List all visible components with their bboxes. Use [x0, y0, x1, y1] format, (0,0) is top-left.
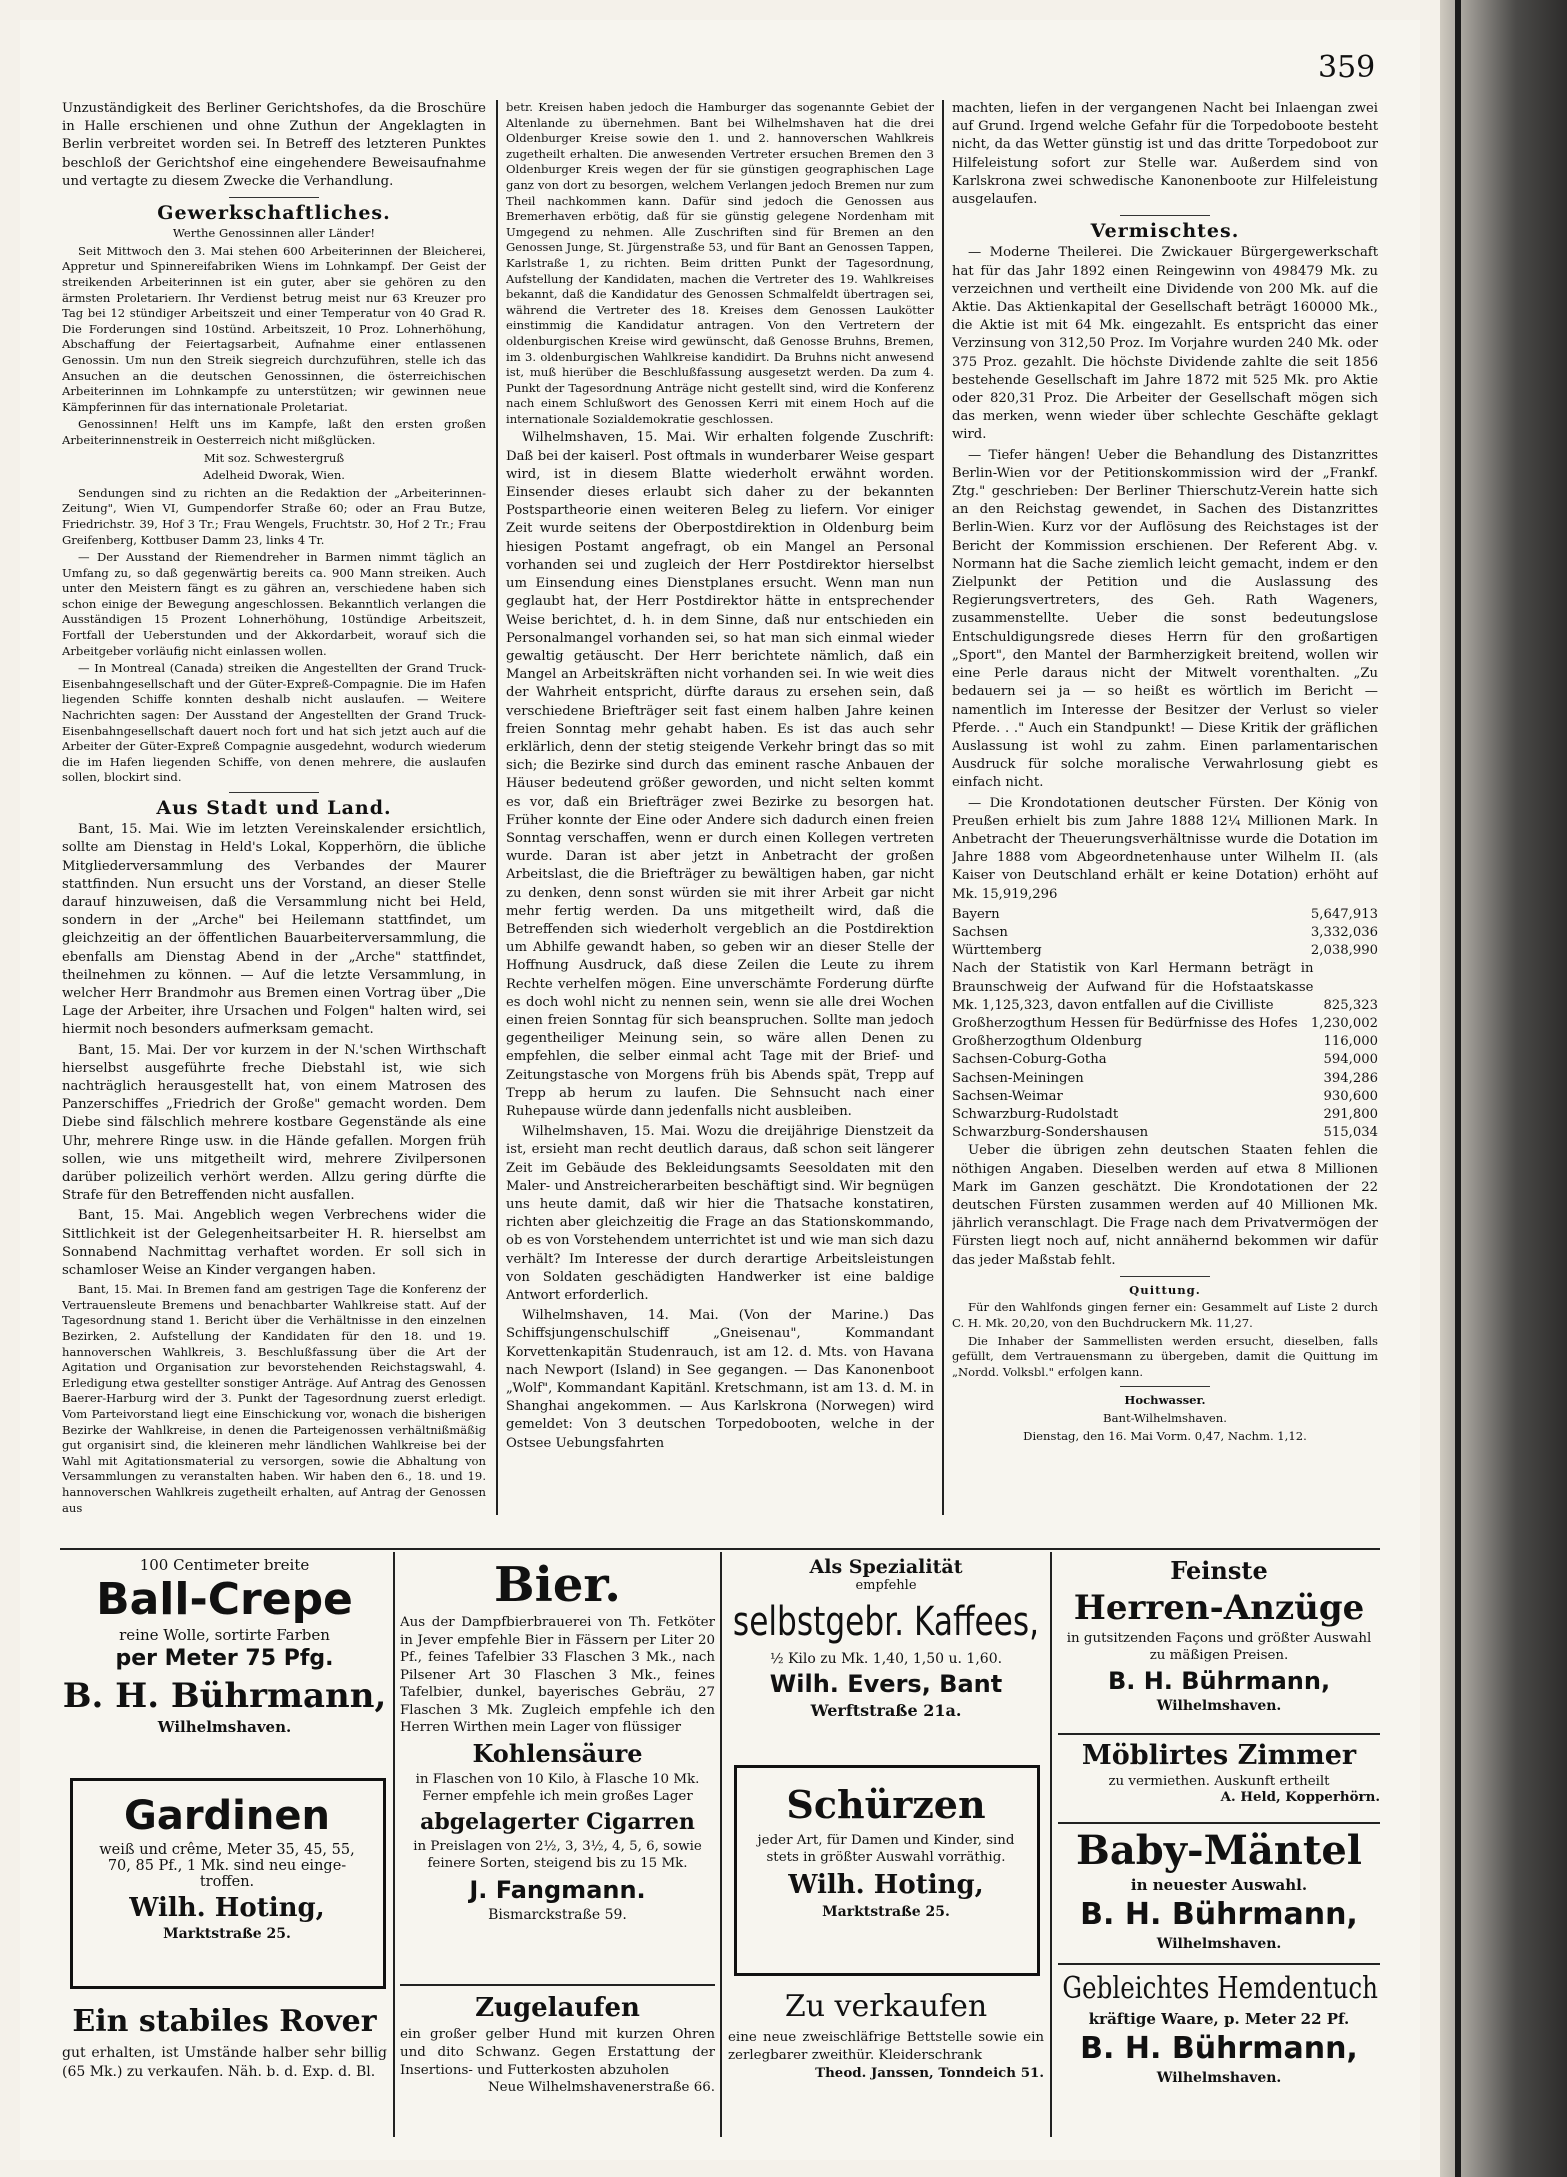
- dotation-amount: 3,332,036: [1310, 924, 1378, 940]
- ad-verkaufen: [728, 1985, 1044, 2135]
- ad-divider: [1058, 1733, 1380, 1735]
- wilhelmshaven-paragraph-3: Wilhelmshaven, 14. Mai. (Von der Marine.) Das Schiffsjungenschulschiff „Gneisenau", Kommandant Korvettenkapitän Studenrauch, ist am 12. d. Mts. von Havana nach Newport (Island) in See gegangen. — Das Kanonenboot „Wolf", Kommandant Kapitänl. Kretschmann, ist am 13. d. M. in Shanghai angekommen. — Aus Karlskrona (Norwegen) wird gemeldet: Von 3 deutschen Torpedobooten, welche in der Ostsee Uebungsfahrten: [506, 1308, 934, 1451]
- ad-ball-crepe-line: reine Wolle, sortirte Farben: [119, 1626, 330, 1644]
- ad-bier-firm: J. Fangmann.: [469, 1875, 646, 1904]
- dotation-state: Schwarzburg-Rudolstadt: [952, 1106, 1119, 1122]
- ad-baby-title: Baby-Mäntel: [1076, 1827, 1362, 1874]
- appeal-paragraph: Genossinnen! Helft uns im Kampfe, laßt den ersten großen Arbeiterinnenstreik in Oesterreich nicht mißglücken.: [62, 417, 486, 447]
- ad-schuerzen: [744, 1778, 1028, 1963]
- ad-verkaufen-text: eine neue zweischläfrige Bettstelle sowie ein zerlegbarer zweithür. Kleiderschrank: [728, 2030, 1044, 2063]
- ad-verkaufen-firm: Theod. Janssen, Tonndeich 51.: [815, 2065, 1044, 2081]
- riemendreher-paragraph: — Der Ausstand der Riemendreher in Barmen nimmt täglich an Umfang zu, so daß gegenwärtig bereits ca. 900 Mann streiken. Auch unter den Meistern fängt es zu gähren an, verschiedene haben sich schon einige der Bewegung angeschlossen. Bekanntlich verlangen die Ausständigen 15 Prozent Lohnerhöhung, 10stündige Arbeitszeit, Fortfall der Ueberstunden und der Akkordarbeit, worauf sich die Arbeitgeber vorläufig nicht einlassen wollen.: [62, 550, 486, 658]
- dotation-amount: 594,000: [1323, 1052, 1378, 1068]
- dotation-row: [952, 1124, 1378, 1142]
- ads-column-rule: [720, 1552, 722, 2137]
- ad-kaffees-address: Werftstraße 21a.: [810, 1701, 962, 1720]
- wilhelmshaven-paragraph-1: Wilhelmshaven, 15. Mai. Wir erhalten folgende Zuschrift: Daß bei der kaiserl. Post oftmals in wunderbarer Weise gespart wird, ist in diesem Blatte wiederholt erwähnt worden. Einsender dieses erlaubt sich daher zu der bekannten Postspartheorie einen weiteren Beleg zu liefern. Vor einiger Zeit wurde seitens der Oberpostdirektion in Oldenburg beim hiesigen Postamt angefragt, ob ein Mangel an Personal vorhanden sei und zugleich der Herr Postdirektor hierselbst um Einsendung eines Dienstplanes ersucht. Wenn man nun geglaubt hat, der Herr Postdirektor hätte in entsprechender Weise berichtet, d. h. in dem Sinne, daß nur entschieden ein Personalmangel vorhanden sei, so hat man sich einmal wieder gewaltig getäuscht. Der Herr berichtete nämlich, daß ein Mangel an Arbeitskräften nicht vorhanden sei. In wie weit dies der Wahrheit entspricht, dürfte daraus zu ersehen sein, daß verschiedene Briefträger seit fast einem halben Jahre keinen freien Sonntag mehr gehabt haben. Es ist das auch sehr erklärlich, denn der stetig steigende Verkehr bringt das so mit sich; die Bezirke sind durch das eminent rasche Anbauen der Häuser bedeutend größer geworden, und nicht selten kommt es vor, daß ein Briefträger zwei Bezirke zu besorgen hat. Früher konnte der Eine oder Andere sich dadurch einen freien Sonntag verschaffen, wenn er durch einen Kollegen vertreten wurde. Daran ist aber jetzt in Anbetracht der großen Arbeitslast, die die Briefträger zu bewältigen haben, gar nicht zu denken, denn sonst würden sie mit ihrer Arbeit gar nicht mehr fertig werden. Da uns mitgetheilt wird, daß die Betreffenden sich wiederholt vergeblich an die Postdirektion um Abhilfe gewandt haben, so geben wir an dieser Stelle der Hoffnung Ausdruck, daß diese Zeilen die Leute zu ihrem Rechte verhelfen mögen. Eine unverschämte Forderung dürfte es doch wohl nicht zu nennen sein, wenn sie alle drei Wochen einen freien Sonntag für sich beanspruchen. Sollte man jedoch gegentheiliger Meinung sein, so wäre allen Denen zu empfehlen, die selber einmal acht Tage mit der Brief- und Zeitungstasche von Morgens früh bis Abends spät, Trepp auf Trepp ab herum zu laufen. Die Sehnsucht nach einer Ruhepause würde dann jedenfalls nicht ausbleiben.: [506, 430, 934, 1119]
- ad-schuerzen-text: jeder Art, für Damen und Kinder, sind stets in größter Auswahl vorräthig.: [757, 1833, 1015, 1865]
- ad-ball-crepe-firm: B. H. Bührmann,: [62, 1676, 387, 1716]
- ad-herren-top: Feinste: [1170, 1556, 1268, 1585]
- ad-hemdentuch-title: Gebleichtes Hemdentuch: [1062, 1971, 1378, 2006]
- ad-bier-text: Aus der Dampfbierbrauerei von Th. Fetköter in Jever empfehle Bier in Fässern per Liter 20 Pf., feines Tafelbier 33 Flaschen 3 Mk., nach Pilsener Art 30 Flaschen 3 Mk., feines Tafelbier, dunkel, bayerisches Gebräu, 27 Flaschen 3 Mk. Zugleich empfehle ich den Herren Wirthen mein Lager von flüssiger: [400, 1615, 715, 1735]
- ad-herren-anzuege: [1058, 1556, 1380, 1726]
- ad-herren-text: in gutsitzenden Façons und größter Auswahl zu mäßigen Preisen.: [1066, 1631, 1372, 1663]
- ad-divider: [1058, 1963, 1380, 1965]
- dotation-state: Schwarzburg-Sondershausen: [952, 1125, 1149, 1141]
- ad-bier-address: Bismarckstraße 59.: [488, 1906, 627, 1923]
- ad-kaffees-firm: Wilh. Evers, Bant: [769, 1670, 1003, 1698]
- tiefer-haengen-paragraph: — Tiefer hängen! Ueber die Behandlung des Distanzrittes Berlin-Wien vor der Petitionskommission wird der „Frankf. Ztg." geschrieben: Der Berliner Thierschutz-Verein hatte sich an den Reichstag gewendet, in Sachen des Distanzrittes Berlin-Wien. Kurz vor der Auflösung des Reichstages ist der Bericht der Kommission erschienen. Der Referent Abg. v. Normann hat die Sache ziemlich leicht gemacht, indem er den Zielpunkt der Petition und die Auslassung des Regierungsvertreters, des Geh. Rath Wageners, zusammenstellte. Ueber die sonst bedeutungslose Entschuldigungsrede dieses Herrn für den großartigen „Sport", den Mantel der Barmherzigkeit breitend, wollen wir eine Perle daraus nicht der Mitwelt vorenthalten. „Zu bedauern sei ja — so heißt es wörtlich im Bericht — namentlich im Interesse der Besitzer der Verlust so vieler Pferde. . ." Auch ein Standpunkt! — Diese Kritik der gräflichen Auslassung ist wohl zu zahm. Einen parlamentarischen Ausdruck für solche moralische Verwahrlosung giebt es einfach nicht.: [952, 447, 1378, 791]
- quittung-note: Die Inhaber der Sammellisten werden ersucht, dieselben, falls gefüllt, dem Vertrauensmann zu übergeben, damit die Quittung im „Nordd. Volksbl." erfolgen kann.: [952, 1333, 1378, 1379]
- ad-verkaufen-title: Zu verkaufen: [784, 1989, 988, 2024]
- dotation-row: [952, 942, 1378, 960]
- dotation-state: Sachsen-Coburg-Gotha: [952, 1052, 1107, 1068]
- binding-edge: [1455, 0, 1461, 2177]
- section-separator: [1120, 215, 1210, 216]
- ad-divider: [1058, 1822, 1380, 1824]
- ad-bier-text-2: in Flaschen von 10 Kilo, à Flasche 10 Mk. Ferner empfehle ich mein großes Lager: [415, 1771, 700, 1804]
- section-separator: [1120, 1276, 1210, 1277]
- ad-gardinen-firm: Wilh. Hoting,: [129, 1893, 325, 1923]
- ad-zugelaufen: [400, 1990, 715, 2135]
- krondotationen-outro: Ueber die übrigen zehn deutschen Staaten fehlen die nöthigen Angaben. Dieselben werden auf etwa 8 Millionen Mark im Ganzen geschätzt. Die Krondotationen der 22 deutschen Fürsten zusammen werden auf 40 Millionen Mk. jährlich veranschlagt. Die Frage nach dem Privatvermögen der Fürsten liegt noch auf, nicht annähernd bekommen wir dafür das jeder Maßstab fehlt.: [952, 1143, 1378, 1268]
- ad-baby-city: Wilhelmshaven.: [1156, 1936, 1282, 1952]
- column-rule: [496, 100, 498, 1515]
- dotation-row: [952, 1070, 1378, 1088]
- dotation-row: [952, 1088, 1378, 1106]
- ad-ball-crepe-price: per Meter 75 Pfg.: [115, 1646, 334, 1671]
- ad-gardinen-line-3: troffen.: [199, 1874, 255, 1890]
- text-column-2: [506, 100, 934, 1518]
- ad-hemdentuch-text: kräftige Waare, p. Meter 22 Pf.: [1088, 2010, 1350, 2028]
- ad-gardinen-address: Marktstraße 25.: [163, 1926, 291, 1942]
- hochwasser-place: Bant-Wilhelmshaven.: [1103, 1410, 1227, 1425]
- quittung-heading: Quittung.: [1129, 1282, 1201, 1297]
- ad-zimmer: [1058, 1738, 1380, 1818]
- montreal-paragraph: — In Montreal (Canada) streiken die Angestellten der Grand Truck-Eisenbahngesellschaft und der Güter-Expreß-Compagnie. Die im Hafen liegenden Schiffe konnten deshalb nicht auslaufen. — Weitere Nachrichten sagen: Der Ausstand der Angestellten der Grand Truck-Eisenbahngesellschaft dauert noch fort und hat sich jetzt auch auf die Arbeiter der Güter-Expreß Compagnie ausgedehnt, wodurch wiederum die im Hafen liegenden Schiffe, von denen mehrere, die auslaufen sollen, blockirt sind.: [62, 661, 486, 785]
- ad-kaffees-top: Als Spezialität: [809, 1556, 963, 1578]
- ad-gardinen: [80, 1790, 374, 1975]
- dotation-state: Großherzogthum Oldenburg: [952, 1034, 1142, 1050]
- ad-gardinen-line-2: 70, 85 Pf., 1 Mk. sind neu einge-: [107, 1858, 347, 1874]
- column-rule: [942, 100, 944, 1515]
- ads-column-rule: [393, 1552, 395, 2137]
- dotation-row: [952, 1051, 1378, 1069]
- ad-divider: [400, 1984, 715, 1986]
- section-separator: [229, 792, 319, 793]
- page-number: 359: [1318, 50, 1376, 85]
- bant-paragraph-3: Bant, 15. Mai. Angeblich wegen Verbrechens wider die Sittlichkeit ist der Gelegenheitsarbeiter H. R. hierselbst am Sonnabend Nachmittag verhaftet worden. Er soll sich in schamloser Weise an Kinder vergangen haben.: [62, 1208, 486, 1279]
- dotation-row: [952, 1015, 1378, 1033]
- ad-herren-firm: B. H. Bührmann,: [1107, 1667, 1331, 1695]
- ad-hemdentuch-firm: B. H. Bührmann,: [1080, 2031, 1358, 2066]
- ad-bier-text-3: in Preislagen von 2½, 3, 3½, 4, 5, 6, sowie feinere Sorten, steigend bis zu 15 Mk.: [413, 1838, 702, 1871]
- ad-zugelaufen-text: ein großer gelber Hund mit kurzen Ohren und dito Schwanz. Gegen Erstattung der Insertions- und Futterkosten abzuholen: [400, 2027, 715, 2078]
- ad-ball-crepe-title: Ball-Crepe: [96, 1574, 353, 1625]
- ad-bier-kohlensaeure: Kohlensäure: [472, 1738, 643, 1768]
- hochwasser-heading: Hochwasser.: [1124, 1393, 1206, 1408]
- wilhelmshaven-paragraph-2: Wilhelmshaven, 15. Mai. Wozu die dreijährige Dienstzeit da ist, ersieht man recht deutlich daraus, daß schon seit längerer Zeit im Gebäude des Bekleidungsamts Seesoldaten mit den Maler- und Anstreicherarbeiten beschäftigt sind. Wir begnügen uns heute damit, daß wir hier die Thatsache konstatiren, richten aber gleichzeitig die Frage an das Stationskommando, ob es von Vorstehendem unterrichtet ist und wie man sich dazu verhält? Im Interesse der durch derartige Arbeitsleistungen von Soldaten geschädigten Handwerker ist eine baldige Antwort erforderlich.: [506, 1124, 934, 1304]
- ad-bier-cigarren: abgelagerter Cigarren: [420, 1808, 695, 1835]
- ad-gardinen-line-1: weiß und crême, Meter 35, 45, 55,: [99, 1842, 355, 1858]
- ad-ball-crepe-city: Wilhelmshaven.: [157, 1718, 292, 1736]
- strike-paragraph: Seit Mittwoch den 3. Mai stehen 600 Arbeiterinnen der Bleicherei, Appretur und Spinnereifabriken Wiens im Lohnkampf. Der Geist der streikenden Arbeiterinnen ist ein guter, aber sie gehören zu den ärmsten Proletariern. Ihr Verdienst betrug meist nur 63 Kreuzer pro Tag bei 12 stündiger Arbeitszeit und einer Temperatur von 40 Grad R. Die Forderungen sind 10stünd. Arbeitszeit, 10 Proz. Lohnerhöhung, Abschaffung der Feiertagsarbeit, Aufnahme einer entlassenen Genossin. Um nun den Streik siegreich durchzuführen, stelle ich das Ansuchen an die deutschen Genossinnen, die österreichischen Arbeiterinnen im Lohnkampfe zu unterstützen; wir gewinnen neue Kämpferinnen für das internationale Proletariat.: [62, 243, 486, 414]
- ad-kaffees-price: ½ Kilo zu Mk. 1,40, 1,50 u. 1,60.: [769, 1651, 1003, 1667]
- dotation-state: Württemberg: [952, 943, 1042, 959]
- dotation-amount: 291,800: [1323, 1106, 1378, 1122]
- ad-hemdentuch-city: Wilhelmshaven.: [1156, 2070, 1282, 2086]
- hochwasser-times: Dienstag, den 16. Mai Vorm. 0,47, Nachm. 1,12.: [1023, 1428, 1307, 1443]
- dotation-row: [952, 906, 1378, 924]
- text-column-3: [952, 100, 1378, 1542]
- ad-zimmer-title: Möblirtes Zimmer: [1081, 1740, 1357, 1771]
- ad-zugelaufen-title: Zugelaufen: [475, 1993, 640, 2023]
- ad-rover-text: gut erhalten, ist Umstände halber sehr billig (65 Mk.) zu verkaufen. Näh. b. d. Exp. d. Bl.: [62, 2045, 387, 2080]
- ad-schuerzen-address: Marktstraße 25.: [822, 1904, 950, 1920]
- ad-kaffees-title: selbstgebr. Kaffees,: [732, 1599, 1040, 1645]
- dotation-state: Sachsen-Weimar: [952, 1088, 1063, 1104]
- ads-top-rule: [60, 1548, 1380, 1550]
- dotation-row: [952, 1033, 1378, 1051]
- section-heading-vermischtes: Vermischtes.: [1090, 220, 1240, 243]
- section-heading-stadt-land: Aus Stadt und Land.: [156, 797, 392, 819]
- ad-baby-maentel: [1058, 1826, 1380, 1961]
- ad-kaffees-line: empfehle: [855, 1578, 917, 1593]
- dotation-amount: 116,000: [1323, 1034, 1378, 1050]
- dotation-row: [952, 960, 1378, 1015]
- bant-paragraph-2: Bant, 15. Mai. Der vor kurzem in der N.'schen Wirthschaft hierselbst ausgeführte freche Diebstahl ist, wie sich nachträglich herausgestellt hat, von einem Matrosen des Panzerschiffes „Friedrich der Große" gemacht worden. Dem Diebe sind fälschlich mehrere kostbare Gegenstände als eine Uhr, mehrere Ringe usw. in die Hände gefallen. Morgen früh sollen, wie uns mitgetheilt wird, mehrere Zivilpersonen darüber polizeilich verhört werden. Allzu gering dürfte die Strafe für den Betreffenden nicht ausfallen.: [62, 1042, 486, 1204]
- konferenz-continuation: betr. Kreisen haben jedoch die Hamburger das sogenannte Gebiet der Altenlande zu übernehmen. Bant bei Wilhelmshaven hat die drei Oldenburger Kreise sowie den 1. und 2. hannoverschen Wahlkreis zugetheilt erhalten. Die anwesenden Vertreter ersuchen Bremen den 3 Oldenburger Kreis wegen der für sie günstigen geographischen Lage ganz von dort zu besorgen, welchem Verlangen jedoch Bremen nur zum Theil nachkommen kann. Dafür sind jedoch die Genossen aus Bremerhaven erbötig, daß für sie günstig gelegene Nordenham mit Umgegend zu nehmen. Alle Zuschriften sind für Bremen an den Genossen Junge, St. Jürgenstraße 53, und für Bant an Genossen Tappen, Karlstraße 1, zu richten. Beim dritten Punkt der Tagesordnung, Aufstellung der Kandidaten, machen die Vertreter des 19. Wahlkreises bekannt, daß die Kandidatur des Genossen Schmalfeldt übertragen sei, während die Vertreter des 18. Kreises dem Genossen Laukötter einstimmig die Kandidatur antragen. Von den Vertretern der oldenburgischen Kreise wird gewünscht, daß Genosse Bruhns, Bremen, im 3. oldenburgischen Wahlkreise kandidirt. Da Bruhns nicht anwesend ist, muß hierüber die Beschlußfassung ausgesetzt werden. Da zum 4. Punkt der Tagesordnung Anträge nicht gestellt sind, wird die Konferenz nach einem Schlußwort des Genossen Kerri mit einem Hoch auf die internationale Sozialdemokratie geschlossen.: [506, 100, 934, 426]
- section-separator: [229, 197, 319, 198]
- dotation-amount: 2,038,990: [1310, 943, 1378, 959]
- dotation-amount: 1,230,002: [1310, 1015, 1378, 1031]
- dotation-state: Großherzogthum Hessen für Bedürfnisse des Hofes: [952, 1015, 1298, 1031]
- dotation-state: Nach der Statistik von Karl Hermann beträgt in Braunschweig der Aufwand für die Hofstaatskasse Mk. 1,125,323, davon entfallen auf die Civilliste: [952, 961, 1314, 1013]
- ad-kaffees: [728, 1556, 1044, 1756]
- dotation-amount: 5,647,913: [1310, 906, 1378, 922]
- dotation-state: Sachsen: [952, 924, 1008, 940]
- section-separator: [1120, 1386, 1210, 1387]
- ad-rover-title: Ein stabiles Rover: [72, 2004, 377, 2039]
- dotation-state: Bayern: [952, 906, 1000, 922]
- ad-schuerzen-firm: Wilh. Hoting,: [788, 1870, 984, 1900]
- ad-baby-firm: B. H. Bührmann,: [1080, 1897, 1358, 1932]
- signature-name: Adelheid Dworak, Wien.: [203, 468, 345, 483]
- ad-rover: [62, 2000, 387, 2135]
- ad-ball-crepe: [62, 1556, 387, 1766]
- theilerei-paragraph: — Moderne Theilerei. Die Zwickauer Bürgergewerkschaft hat für das Jahr 1892 einen Reingewinn von 498479 Mk. zu verzeichnen und vertheilt eine Dividende von 200 Mk. auf die Aktie. Das Aktienkapital der Gesellschaft beträgt 160000 Mk., die Aktie ist mit 64 Mk. eingezahlt. Es entspricht das einer Verzinsung von 312,50 Proz. Im Vorjahre wurden 240 Mk. oder 375 Proz. gezahlt. Die höchste Dividende zahlte die seit 1856 bestehende Gesellschaft im Jahre 1872 mit 525 Mk. pro Aktie oder 820,31 Proz. Die Arbeiter der Gesellschaft mögen sich das merken, wenn wieder über schlechte Geschäfte geklagt wird.: [952, 245, 1378, 443]
- dotation-amount: 930,600: [1323, 1088, 1378, 1104]
- bant-paragraph-4: Bant, 15. Mai. In Bremen fand am gestrigen Tage die Konferenz der Vertrauensleute Bremens und benachbarter Wahlkreise statt. Auf der Tagesordnung stand 1. Bericht über die Verhältnisse in den einzelnen Bezirken, 2. Aufstellung der Kandidaten für den 18. und 19. hannoverschen Wahlkreis, 3. Beschlußfassung über die Art der Agitation und Organisation zur bevorstehenden Reichstagswahl, 4. Erledigung etwa gestellter sonstiger Anträge. Auf Antrag des Genossen Baerer-Harburg wird der 3. Punkt der Tagesordnung zuerst erledigt. Vom Parteivorstand liegt eine Einschickung vor, wonach die bisherigen Bezirke der Wahlkreise, in denen die Parteigenossen verhältnißmäßig gut organisirt sind, die kleineren mehr ländlichen Wahlkreise bei der Wahl mit Agitationsmaterial zu versorgen, sowie die Abhaltung von Versammlungen zu veranstalten haben. Wir haben den 6., 18. und 19. hannoverschen Wahlkreis zugetheilt erhalten, auf Antrag der Genossen aus: [62, 1282, 486, 1515]
- dotation-amount: 515,034: [1323, 1125, 1378, 1141]
- ad-bier-title: Bier.: [494, 1557, 621, 1613]
- quittung-text: Für den Wahlfonds gingen ferner ein: Gesammelt auf Liste 2 durch C. H. Mk. 20,20, von den Buchdruckern Mk. 11,27.: [952, 1300, 1378, 1330]
- ad-gardinen-title: Gardinen: [124, 1793, 330, 1839]
- bant-paragraph-1: Bant, 15. Mai. Wie im letzten Vereinskalender ersichtlich, sollte am Dienstag in Held's Lokal, Kopperhörn, die übliche Mitgliederversammlung des Verbandes der Maurer stattfinden. Nun ersucht uns der Vorstand, an dieser Stelle darauf hinzuweisen, daß die Versammlung nicht bei Held, sondern in der „Arche" bei Heilemann stattfindet, um gleichzeitig an der öffentlichen Bauarbeiterversammlung, die ebenfalls am Dienstag Abend in der „Arche" stattfindet, theilnehmen zu können. — Auf die letzte Versammlung, in welcher Herr Brandmohr aus Bremen einen Vortrag über „Die Lage der Arbeiter, ihre Ursachen und Folgen" halten wird, sei hiermit noch besonders aufmerksam gemacht.: [62, 822, 486, 1038]
- ads-column-rule: [1050, 1552, 1052, 2137]
- dotation-amount: 394,286: [1323, 1070, 1378, 1086]
- ad-zimmer-text: zu vermiethen. Auskunft ertheilt: [1108, 1774, 1330, 1789]
- ad-baby-text: in neuester Auswahl.: [1130, 1876, 1308, 1894]
- intro-paragraph: Unzuständigkeit des Berliner Gerichtshofes, da die Broschüre in Halle erschienen und ohne Zuthun der Angeklagten in Berlin verbreitet worden sei. In Betreff des letzteren Punktes beschloß der Gerichtshof eine eingehendere Beweisaufnahme und vertagte zu diesem Zwecke die Verhandlung.: [62, 101, 486, 189]
- torpedo-continuation: machten, liefen in der vergangenen Nacht bei Inlaengan zwei auf Grund. Irgend welche Gefahr für die Torpedoboote besteht nicht, da das Wetter günstig ist und das dritte Torpedoboot zur Hilfeleistung sofort zur Stelle war. Außerdem sind von Karlskrona zwei schwedische Kanonenboote zur Hilfeleistung ausgelaufen.: [952, 101, 1378, 208]
- ad-herren-title: Herren-Anzüge: [1073, 1588, 1365, 1628]
- ad-schuerzen-title: Schürzen: [786, 1782, 986, 1827]
- dotation-state: Sachsen-Meiningen: [952, 1070, 1084, 1086]
- sendungen-paragraph: Sendungen sind zu richten an die Redaktion der „Arbeiterinnen-Zeitung", Wien VI, Gumpendorfer Straße 60; oder an Frau Butze, Friedrichstr. 39, Hof 3 Tr.; Frau Wengels, Fruchtstr. 30, Hof 2 Tr.; Frau Greifenberg, Kottbuser Damm 23, links 4 Tr.: [62, 485, 486, 547]
- dotation-row: [952, 924, 1378, 942]
- ad-bier: [400, 1556, 715, 1981]
- ad-herren-city: Wilhelmshaven.: [1156, 1698, 1282, 1714]
- dotation-table: [952, 906, 1378, 1143]
- dotation-amount: 825,323: [1323, 997, 1378, 1013]
- section-heading-gewerkschaftliches: Gewerkschaftliches.: [157, 202, 391, 225]
- ad-zimmer-name: A. Held, Kopperhörn.: [1220, 1789, 1380, 1805]
- text-column-1: [62, 100, 486, 1518]
- signature-line: Mit soz. Schwestergruß: [203, 450, 345, 465]
- greeting: Werthe Genossinnen aller Länder!: [172, 226, 376, 241]
- ad-ball-crepe-top: 100 Centimeter breite: [139, 1556, 310, 1574]
- dotation-row: [952, 1106, 1378, 1124]
- ad-hemdentuch: [1058, 1968, 1380, 2133]
- ad-zugelaufen-address: Neue Wilhelmshavenerstraße 66.: [487, 2080, 715, 2095]
- krondotationen-paragraph: — Die Krondotationen deutscher Fürsten. Der König von Preußen erhielt bis zum Jahre 1888 12¼ Millionen Mark. In Anbetracht der Theuerungsverhältnisse wurde die Dotation im Jahre 1888 vom Abgeordnetenhause unter Wilhelm II. (als Kaiser von Deutschland erhält er keine Dotation) erhöht auf Mk. 15,919,296: [952, 795, 1378, 902]
